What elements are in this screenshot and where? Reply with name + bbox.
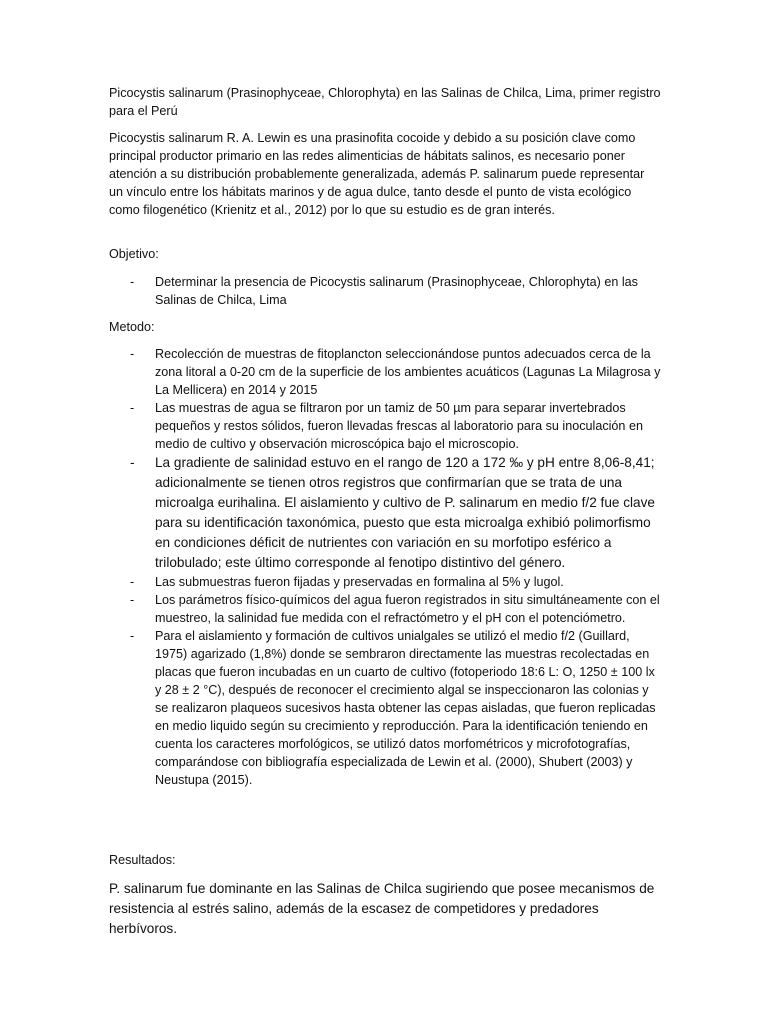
- bullet-dash: -: [130, 401, 135, 415]
- bullet-dash: -: [130, 347, 135, 361]
- list-item: [109, 573, 661, 591]
- bullet-dash: -: [130, 575, 135, 589]
- intro-paragraph: Picocystis salinarum R. A. Lewin es una prasinofita cocoide y debido a su posición clave como principal productor primario en las redes alimenticias de hábitats salinos, es necesario poner atención a su distribución probablemente generalizada, además P. salinarum puede representar un vínculo entre los hábitats marinos y de agua dulce, tanto desde el punto de vista ecológico como filogenético (Krienitz et al., 2012) por lo que su estudio es de gran interés.: [109, 131, 645, 217]
- list-item: [109, 399, 661, 453]
- list-item: [109, 627, 661, 789]
- metodo-heading: Metodo:: [109, 320, 155, 334]
- bullet-dash: -: [130, 593, 135, 607]
- list-item-text: Determinar la presencia de Picocystis salinarum (Prasinophyceae, Chlorophyta) en las Salinas de Chilca, Lima: [155, 275, 638, 307]
- list-item-text: Las muestras de agua se filtraron por un tamiz de 50 µm para separar invertebrados pequeños y restos sólidos, fueron llevadas frescas al laboratorio para su inoculación en medio de cultivo y observación microscópica bajo el microscopio.: [155, 401, 643, 451]
- bullet-dash: -: [130, 629, 135, 643]
- list-item-text: Los parámetros físico-químicos del agua fueron registrados in situ simultáneamente con el muestreo, la salinidad fue medida con el refractómetro y el pH con el potenciómetro.: [155, 593, 660, 625]
- objetivo-list: [109, 273, 661, 309]
- list-item: [109, 273, 661, 309]
- resultados-heading: Resultados:: [109, 853, 176, 867]
- list-item-text: Recolección de muestras de fitoplancton seleccionándose puntos adecuados cerca de la zona litoral a 0-20 cm de la superficie de los ambientes acuáticos (Lagunas La Milagrosa y La Mellicera) en 2014 y 2015: [155, 347, 661, 397]
- bullet-dash: -: [130, 455, 135, 470]
- list-item-text: La gradiente de salinidad estuvo en el rango de 120 a 172 ‰ y pH entre 8,06-8,41; adicionalmente se tienen otros registros que confirmarían que se trata de una microalga eurihalina. El aislamiento y cultivo de P. salinarum en medio f/2 fue clave para su identificación taxonómica, puesto que esta microalga exhibió polimorfismo en condiciones déficit de nutrientes con variación en su morfotipo esférico a trilobulado; este último corresponde al fenotipo distintivo del género.: [155, 455, 655, 570]
- metodo-list: [109, 345, 661, 789]
- list-item: [109, 345, 661, 399]
- list-item: [109, 591, 661, 627]
- objetivo-heading: Objetivo:: [109, 247, 159, 261]
- bullet-dash: -: [130, 275, 135, 289]
- list-item-text: Para el aislamiento y formación de cultivos unialgales se utilizó el medio f/2 (Guillard, 1975) agarizado (1,8%) donde se sembraron directamente las muestras recolectadas en placas que fueron incubadas en un cuarto de cultivo (fotoperiodo 18:6 L: O, 1250 ± 100 lx y 28 ± 2 °C), después de reconocer el crecimiento algal se inspeccionaron las colonias y se realizaron plaqueos sucesivos hasta obtener las cepas aisladas, que fueron replicadas en medio liquido según su crecimiento y reproducción. Para la identificación teniendo en cuenta los caracteres morfológicos, se utilizó datos morfométricos y microfotografías, comparándose con bibliografía especializada de Lewin et al. (2000), Shubert (2003) y Neustupa (2015).: [155, 629, 656, 787]
- resultados-paragraph: P. salinarum fue dominante en las Salinas de Chilca sugiriendo que posee mecanismos de resistencia al estrés salino, además de la escasez de competidores y predadores herbívoros.: [109, 881, 655, 936]
- document-title: Picocystis salinarum (Prasinophyceae, Chlorophyta) en las Salinas de Chilca, Lima, primer registro para el Perú: [109, 86, 661, 118]
- list-item-text: Las submuestras fueron fijadas y preservadas en formalina al 5% y lugol.: [155, 575, 564, 589]
- list-item: [109, 453, 661, 573]
